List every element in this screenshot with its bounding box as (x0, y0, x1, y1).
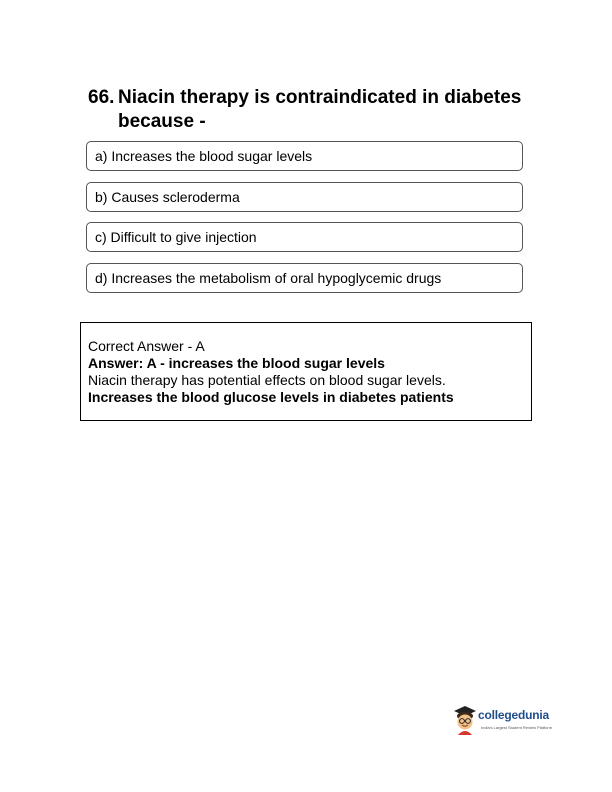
option-d[interactable]: d) Increases the metabolism of oral hypoglycemic drugs (86, 263, 523, 293)
mascot-icon (452, 705, 478, 735)
collegedunia-logo (452, 705, 562, 737)
answer-box (80, 322, 532, 421)
option-c[interactable]: c) Difficult to give injection (86, 222, 523, 252)
brand-name: collegedunia (478, 708, 549, 722)
explanation-line: Niacin therapy has potential effects on blood sugar levels. (88, 372, 446, 388)
question-text: Niacin therapy is contraindicated in diabetes because - (118, 87, 522, 132)
answer-line: Answer: A - increases the blood sugar levels (88, 355, 385, 371)
correct-answer-line: Correct Answer - A (88, 338, 205, 354)
option-a[interactable]: a) Increases the blood sugar levels (86, 141, 523, 171)
brand-tagline: India's Largest Student Review Platform (481, 725, 553, 730)
question (88, 86, 528, 134)
emphasis-line: Increases the blood glucose levels in diabetes patients (88, 389, 454, 405)
question-number: 66. (88, 87, 115, 108)
option-b[interactable]: b) Causes scleroderma (86, 182, 523, 212)
